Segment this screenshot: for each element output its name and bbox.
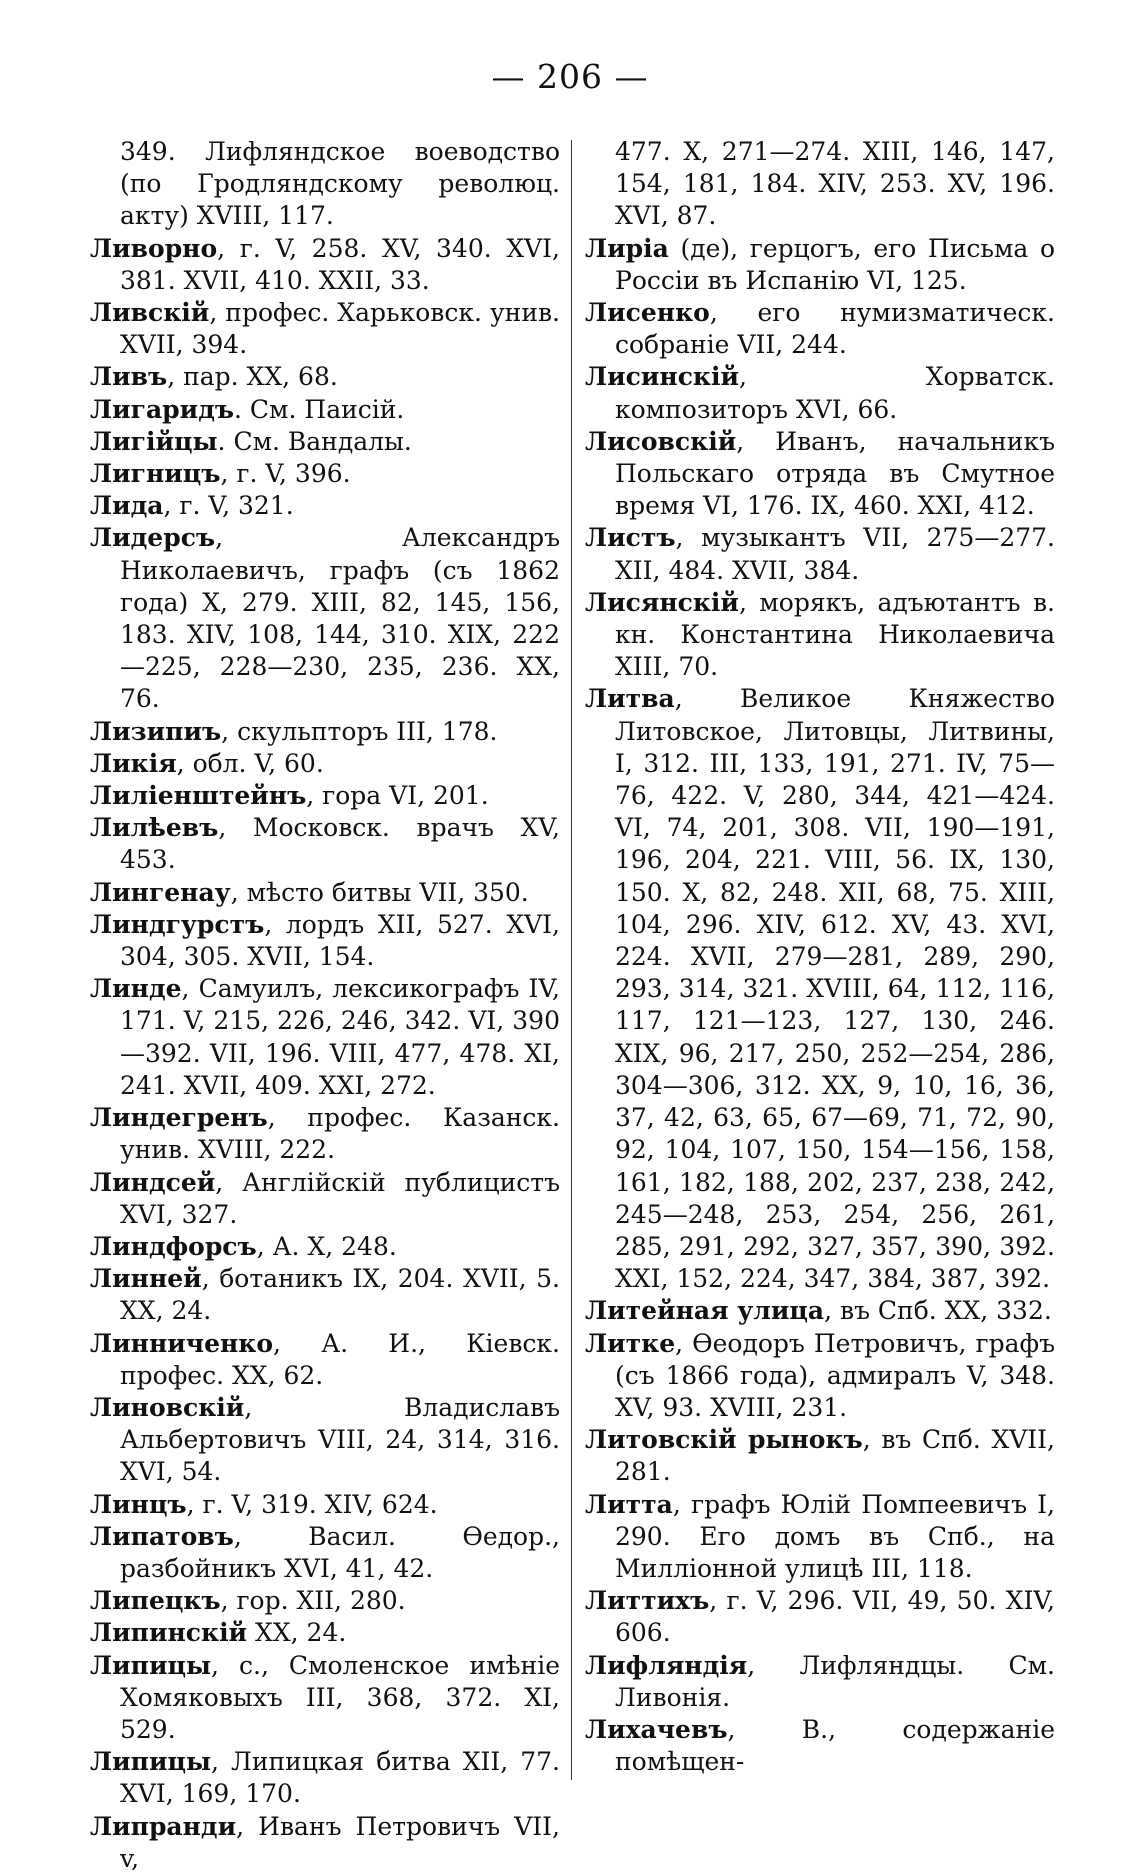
page-number: — 206 — [491, 57, 649, 96]
entry-headword: Лисянскій [585, 587, 739, 617]
entry-headword: Литтихъ [585, 1586, 710, 1616]
index-entry [585, 1714, 1055, 1778]
index-entry [90, 426, 560, 458]
entry-headword: Линцъ [90, 1489, 187, 1519]
entry-text: , г. V, 396. [220, 459, 351, 489]
index-entry [585, 297, 1055, 361]
entry-headword: Лифляндія [585, 1650, 748, 1680]
entry-text: , морякъ, адъютантъ в. кн. Константина Николаевича XIII, 70. [615, 587, 1055, 682]
entry-text: , Великое Княжество Литовское, Литовцы, Литвины, I, 312. III, 133, 191, 271. IV, 75—76, 422. V, 280, 344, 421—424. VI, 74, 201, 308. VII, 190—191, 196, 204, 221. VIII, 56. IX, 130, 150. X, 82, 248. XII, 68, 75. XIII, 104, 296. XIV, 612. XV, 43. XVI, 224. XVII, 279—281, 289, 290, 293, 314, 321. XVIII, 64, 112, 116, 117, 121—123, 127, 130, 246. XIX, 96, 217, 250, 252—254, 286, 304—306, 312. XX, 9, 10, 16, 36, 37, 42, 63, 65, 67—69, 71, 72, 90, 92, 104, 107, 150, 154—156, 158, 161, 182, 188, 202, 237, 238, 242, 245—248, 253, 254, 256, 261, 285, 291, 292, 327, 357, 390, 392. XXI, 152, 224, 347, 384, 387, 392. [615, 684, 1055, 1294]
entry-headword: Литовскій рынокъ [585, 1425, 863, 1455]
entry-headword: Линде [90, 974, 182, 1004]
entry-text: , въ Спб. XX, 332. [824, 1296, 1052, 1326]
index-entry [585, 522, 1055, 586]
entry-headword: Литке [585, 1328, 676, 1358]
index-entry [90, 909, 560, 973]
entry-text: , музыкантъ VII, 275—277. XII, 484. XVII, 384. [615, 523, 1055, 585]
entry-text: , Иванъ Петровичъ VII, v, [120, 1811, 560, 1873]
index-entry [90, 1102, 560, 1166]
entry-text: , г. V, 258. XV, 340. XVI, 381. XVII, 410. XXII, 33. [120, 233, 560, 295]
index-entry [90, 361, 560, 393]
entry-text: 349. Лифляндское воеводство (по Гродляндскому революц. акту) XVIII, 117. [120, 137, 560, 231]
entry-text: 477. X, 271—274. XIII, 146, 147, 154, 181, 184. XIV, 253. XV, 196. XVI, 87. [615, 137, 1055, 231]
entry-text: , Липицкая битва XII, 77. XVI, 169, 170. [120, 1747, 560, 1809]
index-entry [90, 233, 560, 297]
index-entry [585, 361, 1055, 425]
entry-text: , Иванъ, начальникъ Польскаго отряда въ Смутное время VI, 176. IX, 460. XXI, 412. [615, 426, 1055, 521]
index-entry [90, 1392, 560, 1489]
index-entry [585, 683, 1055, 1295]
entry-text: , В., содержаніе помѣщен- [615, 1714, 1055, 1777]
entry-headword: Лингенау [90, 877, 231, 907]
entry-text: , Самуилъ, лексикографъ IV, 171. V, 215, 226, 246, 342. VI, 390—392. VII, 196. VIII, 477, 478. XI, 241. XVII, 409. XXI, 272. [120, 974, 560, 1100]
entry-text: , гор. XII, 280. [220, 1586, 406, 1616]
entry-text: . См. Вандалы. [217, 426, 412, 456]
entry-text: , Ѳеодоръ Петровичъ, графъ (съ 1866 года), адмиралъ V, 348. XV, 93. XVIII, 231. [615, 1328, 1055, 1422]
entry-text: , Васил. Ѳедор., разбойникъ XVI, 41, 42. [120, 1521, 560, 1583]
entry-headword: Линдфорсъ [90, 1231, 257, 1261]
entry-headword: Ливорно [90, 233, 218, 263]
entry-headword: Литта [585, 1489, 673, 1519]
entry-text: , лордъ XII, 527. XVI, 304, 305. XVII, 154. [120, 909, 560, 972]
index-entry [90, 1521, 560, 1585]
entry-headword: Линдегренъ [90, 1103, 268, 1133]
entry-headword: Лигаридъ [90, 394, 235, 424]
entry-headword: Ликія [90, 748, 177, 778]
entry-text: (де), герцогъ, его Письма о Россіи въ Испанію VI, 125. [615, 233, 1055, 295]
entry-headword: Лилѣевъ [90, 813, 219, 843]
entry-text: , профес. Харьковск. унив. XVII, 394. [120, 298, 560, 360]
index-entry [90, 1585, 560, 1617]
entry-text: , А. И., Кіевск. профес. XX, 62. [120, 1328, 560, 1390]
entry-text: , въ Спб. XVII, 281. [615, 1425, 1055, 1487]
index-entry [90, 1617, 560, 1649]
entry-headword: Липранди [90, 1811, 237, 1841]
left-column [90, 136, 560, 1875]
entry-headword: Лиліенштейнъ [90, 781, 307, 811]
index-entry [585, 426, 1055, 523]
entry-text: , Англійскій публицистъ XVI, 327. [120, 1167, 560, 1229]
index-entry [90, 1746, 560, 1810]
entry-headword: Лигницъ [90, 459, 221, 489]
entry-text: , Александръ Николаевичъ, графъ (съ 1862 года) X, 279. XIII, 82, 145, 156, 183. XIV, 108, 144, 310. XIX, 222—225, 228—230, 235, 236. XX, 76. [120, 523, 560, 714]
entry-text: , его нумизматическ. собраніе VII, 244. [615, 298, 1055, 360]
index-entry [585, 1489, 1055, 1586]
entry-headword: Ливъ [90, 362, 168, 392]
entry-text: , профес. Казанск. унив. XVIII, 222. [120, 1103, 560, 1165]
entry-headword: Липицы [90, 1747, 212, 1777]
index-entry [90, 1489, 560, 1521]
entry-text: , гора VI, 201. [306, 781, 489, 811]
index-entry [90, 297, 560, 361]
entry-text: , мѣсто битвы VII, 350. [230, 877, 529, 907]
index-entry [585, 1328, 1055, 1425]
entry-text: XX, 24. [247, 1618, 347, 1648]
entry-headword: Лисинскій [585, 362, 740, 392]
entry-text: . См. Паисій. [234, 394, 405, 424]
entry-headword: Лихачевъ [585, 1714, 728, 1744]
index-entry [90, 490, 560, 522]
index-entry [90, 458, 560, 490]
entry-text: , Лифляндцы. См. Ливонія. [615, 1650, 1055, 1712]
index-entry [90, 1263, 560, 1327]
entry-headword: Линдсей [90, 1167, 216, 1197]
entry-text: , с., Смоленское имѣніе Хомяковыхъ III, 368, 372. XI, 529. [120, 1650, 560, 1744]
entry-headword: Литва [585, 684, 675, 714]
entry-headword: Липецкъ [90, 1586, 221, 1616]
index-entry [90, 1650, 560, 1747]
entry-text: , скульпторъ III, 178. [221, 716, 498, 746]
entry-headword: Лиріа [585, 233, 669, 263]
entry-headword: Лида [90, 491, 164, 521]
index-entry [90, 1231, 560, 1263]
index-entry [90, 136, 560, 233]
index-entry [585, 233, 1055, 297]
index-entry [90, 394, 560, 426]
entry-headword: Листъ [585, 523, 676, 553]
entry-headword: Линней [90, 1264, 202, 1294]
entry-headword: Лизипиъ [90, 716, 222, 746]
index-entry [90, 748, 560, 780]
entry-headword: Липинскій [90, 1618, 248, 1648]
entry-headword: Липицы [90, 1650, 212, 1680]
index-entry [585, 1650, 1055, 1714]
right-column [585, 136, 1055, 1778]
index-entry [90, 780, 560, 812]
entry-headword: Лисовскій [585, 426, 737, 456]
entry-headword: Лидерсъ [90, 523, 216, 553]
index-entry [585, 587, 1055, 684]
entry-headword: Лигійцы [90, 426, 218, 456]
index-entry [90, 716, 560, 748]
entry-text: , ботаникъ IX, 204. XVII, 5. XX, 24. [120, 1264, 560, 1326]
entry-text: , г. V, 296. VII, 49, 50. XIV, 606. [615, 1586, 1055, 1648]
entry-headword: Линдгурстъ [90, 909, 265, 939]
index-entry [585, 136, 1055, 233]
index-entry [90, 973, 560, 1102]
index-entry [90, 812, 560, 876]
entry-text: , графъ Юлій Помпеевичъ I, 290. Его домъ въ Спб., на Милліонной улицѣ III, 118. [615, 1489, 1055, 1583]
entry-text: , г. V, 319. XIV, 624. [186, 1489, 438, 1519]
entry-headword: Ливскій [90, 298, 210, 328]
index-entry [90, 522, 560, 715]
entry-text: , г. V, 321. [163, 491, 294, 521]
entry-text: , пар. XX, 68. [167, 362, 338, 392]
entry-headword: Линниченко [90, 1328, 274, 1358]
index-entry [90, 1167, 560, 1231]
entry-text: , Московск. врачъ XV, 453. [120, 813, 560, 875]
column-divider [571, 140, 572, 1780]
index-entry [90, 1328, 560, 1392]
entry-text: , Хорватск. композиторъ XVI, 66. [615, 362, 1055, 424]
entry-headword: Лисенко [585, 298, 710, 328]
entry-text: , Владиславъ Альбертовичъ VIII, 24, 314, 316. XVI, 54. [120, 1392, 560, 1487]
index-entry [585, 1424, 1055, 1488]
entry-headword: Линовскій [90, 1392, 245, 1422]
index-entry [585, 1585, 1055, 1649]
entry-text: , А. X, 248. [256, 1231, 397, 1261]
entry-headword: Липатовъ [90, 1521, 234, 1551]
index-entry [585, 1295, 1055, 1327]
index-entry [90, 877, 560, 909]
index-entry [90, 1811, 560, 1875]
entry-text: , обл. V, 60. [176, 748, 324, 778]
entry-headword: Литейная улица [585, 1296, 825, 1326]
